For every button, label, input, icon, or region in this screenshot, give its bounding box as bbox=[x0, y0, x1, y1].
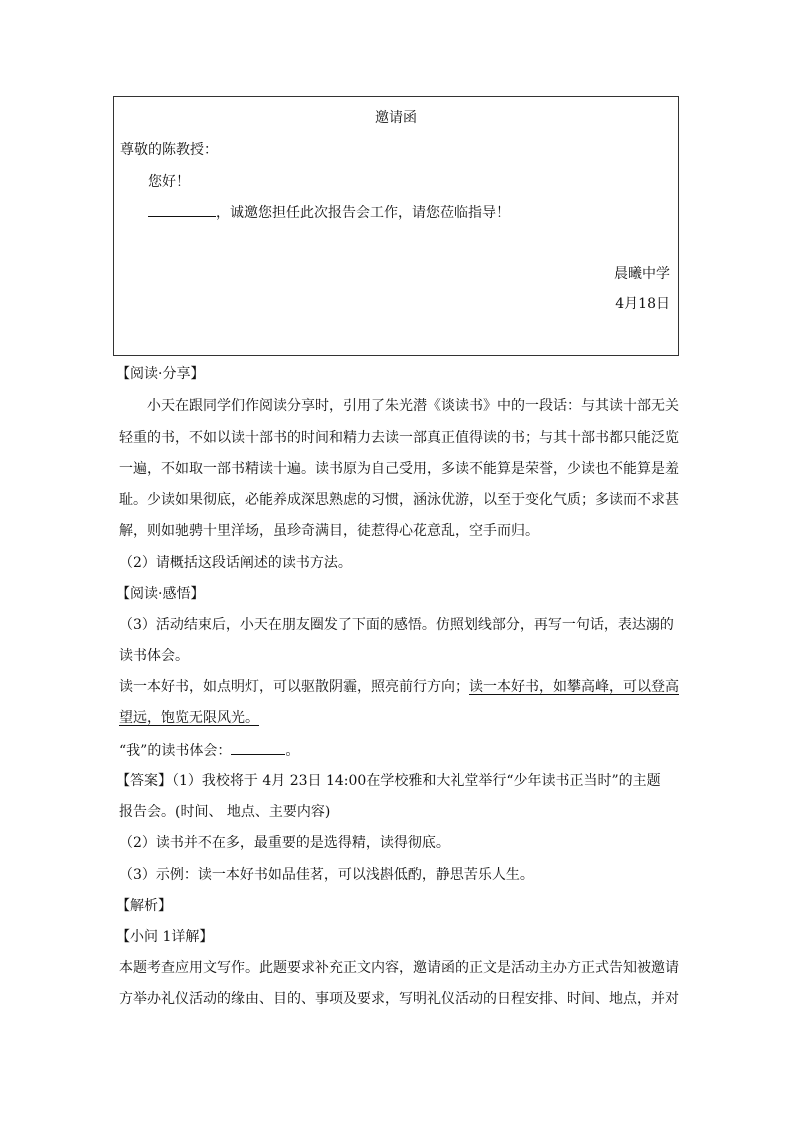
share-paragraph-line: 一遍，不如取一部书精读十遍。读书原为自己受用，多读不能算是荣誉，少读也不能算是羞 bbox=[119, 461, 679, 477]
my-experience-end: 。 bbox=[285, 743, 300, 759]
section-heading-feel: 【阅读·感悟】 bbox=[116, 586, 205, 602]
invitation-salutation: 尊敬的陈教授： bbox=[120, 142, 218, 158]
my-experience-label: “我”的读书体会： bbox=[119, 743, 232, 759]
answer-3: （3）示例：读一本好书如品佳茗，可以浅斟低酌，静思苦乐人生。 bbox=[119, 867, 534, 883]
invitation-box bbox=[113, 96, 679, 356]
example-sentence-cont bbox=[119, 708, 259, 728]
share-paragraph-line: 轻重的书，不如以读十部书的时间和精力去读一部真正值得读的书；与其十部书都只能泛览 bbox=[119, 430, 679, 446]
my-experience bbox=[119, 740, 299, 761]
invitation-signature: 晨曦中学 bbox=[614, 266, 670, 282]
question-3-line: （3）活动结束后，小天在朋友圈发了下面的感悟。仿照划线部分，再写一句话，表达溺的 bbox=[119, 617, 674, 633]
fill-in-blank[interactable] bbox=[148, 202, 216, 217]
answer-line bbox=[116, 771, 661, 791]
analysis-line: 本题考查应用文写作。此题要求补充正文内容，邀请函的正文是活动主办方正式告知被邀请 bbox=[119, 960, 679, 976]
analysis-line: 方举办礼仪活动的缘由、目的、事项及要求，写明礼仪活动的日程安排、时间、地点，并对 bbox=[119, 991, 679, 1007]
question-2: （2）请概括这段话阐述的读书方法。 bbox=[119, 555, 352, 571]
share-paragraph-line: 耻。少读如果彻底，必能养成深思熟虑的习惯，涵泳优游，以至于变化气质；多读而不求甚 bbox=[119, 492, 679, 508]
example-plain: 读一本好书，如点明灯，可以驱散阴霾，照亮前行方向； bbox=[119, 679, 469, 695]
fill-in-blank[interactable] bbox=[231, 740, 285, 755]
invitation-body-text: ，诚邀您担任此次报告会工作，请您莅临指导！ bbox=[216, 205, 510, 221]
share-paragraph-line: 解，则如驰骋十里洋场，虽珍奇满目，徒惹得心花意乱，空手而归。 bbox=[119, 523, 539, 539]
invitation-greeting: 您好！ bbox=[148, 174, 190, 190]
analysis-label: 【解析】 bbox=[116, 898, 172, 914]
invitation-date: 4月18日 bbox=[615, 296, 670, 312]
example-sentence bbox=[119, 677, 679, 697]
invitation-body bbox=[148, 202, 510, 223]
answer-1-text: （1）我校将于 4月 23日 14:00在学校雅和大礼堂举行“少年读书正当时”的主题 bbox=[172, 773, 661, 789]
answer-label: 【答案】 bbox=[116, 773, 172, 789]
analysis-sub-label: 【小问 1详解】 bbox=[116, 929, 214, 945]
share-paragraph-line: 小天在跟同学们作阅读分享时，引用了朱光潜《谈读书》中的一段话：与其读十部无关 bbox=[147, 398, 679, 414]
section-heading-share: 【阅读·分享】 bbox=[116, 366, 205, 382]
example-underlined: 读一本好书，如攀高峰，可以登高 bbox=[469, 679, 679, 695]
question-3-line: 读书体会。 bbox=[119, 648, 189, 664]
example-underlined: 望远，饱览无限风光。 bbox=[119, 710, 259, 726]
invitation-title: 邀请函 bbox=[375, 110, 417, 126]
answer-1-cont: 报告会。(时间、 地点、主要内容) bbox=[119, 804, 331, 820]
answer-2: （2）读书并不在多，最重要的是选得精，读得彻底。 bbox=[119, 835, 450, 851]
